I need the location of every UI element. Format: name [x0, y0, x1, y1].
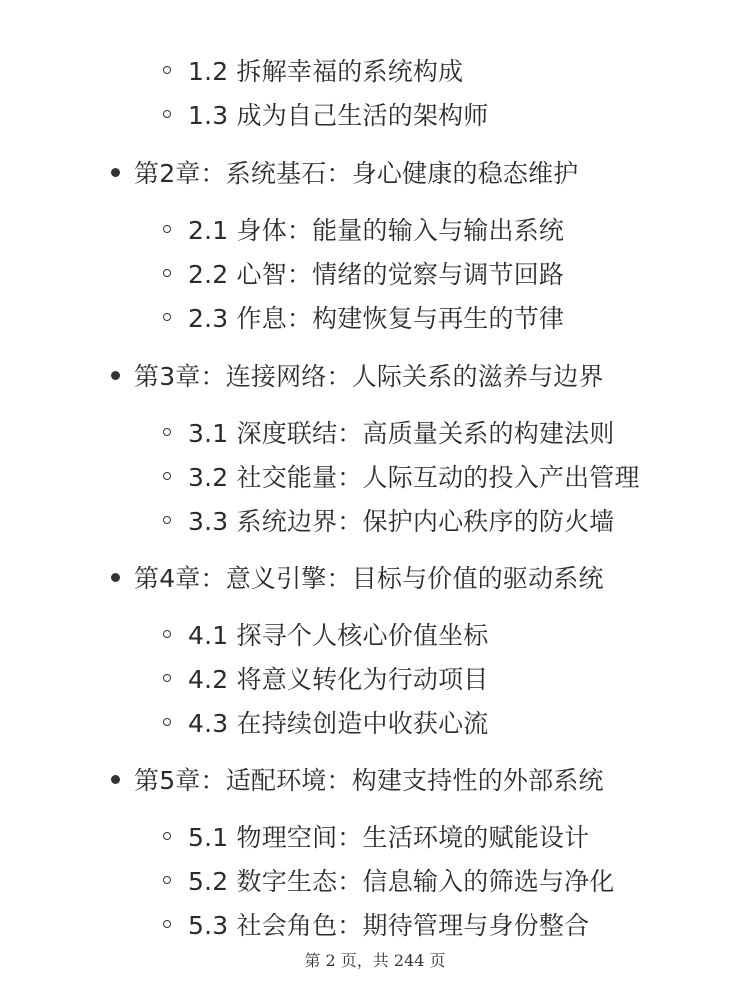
toc-section-3-3 [0, 502, 750, 538]
hollow-bullet-icon [163, 674, 171, 682]
toc-section-label: 4.3 在持续创造中收获心流 [188, 709, 489, 738]
toc-section-5-2 [0, 862, 750, 898]
hollow-bullet-icon [163, 313, 171, 321]
page-number-footer: 第 2 页，共 244 页 [304, 951, 446, 970]
toc-section-label: 3.3 系统边界：保护内心秩序的防火墙 [188, 507, 615, 536]
toc-section-3-1 [0, 414, 750, 450]
toc-section-label: 1.2 拆解幸福的系统构成 [188, 57, 464, 86]
toc-chapter-5 [0, 761, 750, 797]
filled-bullet-icon [111, 168, 120, 177]
toc-chapter-label: 第4章：意义引擎：目标与价值的驱动系统 [134, 564, 604, 593]
toc-section-2-1 [0, 211, 750, 247]
toc-chapter-label: 第5章：适配环境：构建支持性的外部系统 [134, 766, 604, 795]
hollow-bullet-icon [163, 428, 171, 436]
toc-section-5-3 [0, 906, 750, 942]
hollow-bullet-icon [163, 225, 171, 233]
toc-section-label: 5.2 数字生态：信息输入的筛选与净化 [188, 867, 615, 896]
toc-section-4-2 [0, 660, 750, 696]
filled-bullet-icon [111, 775, 120, 784]
toc-section-2-3 [0, 299, 750, 335]
toc-section-4-3 [0, 704, 750, 740]
toc-section-3-2 [0, 458, 750, 494]
toc-chapter-4 [0, 559, 750, 595]
hollow-bullet-icon [163, 516, 171, 524]
filled-bullet-icon [111, 371, 120, 380]
toc-section-label: 5.3 社会角色：期待管理与身份整合 [188, 911, 590, 940]
toc-section-4-1 [0, 616, 750, 652]
toc-section-1-2 [0, 52, 750, 88]
toc-section-label: 1.3 成为自己生活的架构师 [188, 101, 489, 130]
toc-section-label: 4.2 将意义转化为行动项目 [188, 665, 489, 694]
hollow-bullet-icon [163, 66, 171, 74]
filled-bullet-icon [111, 573, 120, 582]
toc-chapter-label: 第2章：系统基石：身心健康的稳态维护 [134, 159, 579, 188]
hollow-bullet-icon [163, 269, 171, 277]
toc-section-1-3 [0, 96, 750, 132]
toc-section-5-1 [0, 818, 750, 854]
toc-section-label: 5.1 物理空间：生活环境的赋能设计 [188, 823, 590, 852]
toc-section-label: 3.1 深度联结：高质量关系的构建法则 [188, 419, 615, 448]
toc-chapter-2 [0, 154, 750, 190]
toc-section-label: 4.1 探寻个人核心价值坐标 [188, 621, 489, 650]
toc-section-label: 2.2 心智：情绪的觉察与调节回路 [188, 260, 565, 289]
hollow-bullet-icon [163, 718, 171, 726]
toc-section-label: 2.3 作息：构建恢复与再生的节律 [188, 304, 565, 333]
hollow-bullet-icon [163, 110, 171, 118]
hollow-bullet-icon [163, 920, 171, 928]
hollow-bullet-icon [163, 472, 171, 480]
toc-chapter-label: 第3章：连接网络：人际关系的滋养与边界 [134, 362, 604, 391]
hollow-bullet-icon [163, 832, 171, 840]
toc-section-label: 3.2 社交能量：人际互动的投入产出管理 [188, 463, 640, 492]
toc-chapter-3 [0, 357, 750, 393]
hollow-bullet-icon [163, 876, 171, 884]
toc-section-label: 2.1 身体：能量的输入与输出系统 [188, 216, 565, 245]
hollow-bullet-icon [163, 630, 171, 638]
toc-section-2-2 [0, 255, 750, 291]
